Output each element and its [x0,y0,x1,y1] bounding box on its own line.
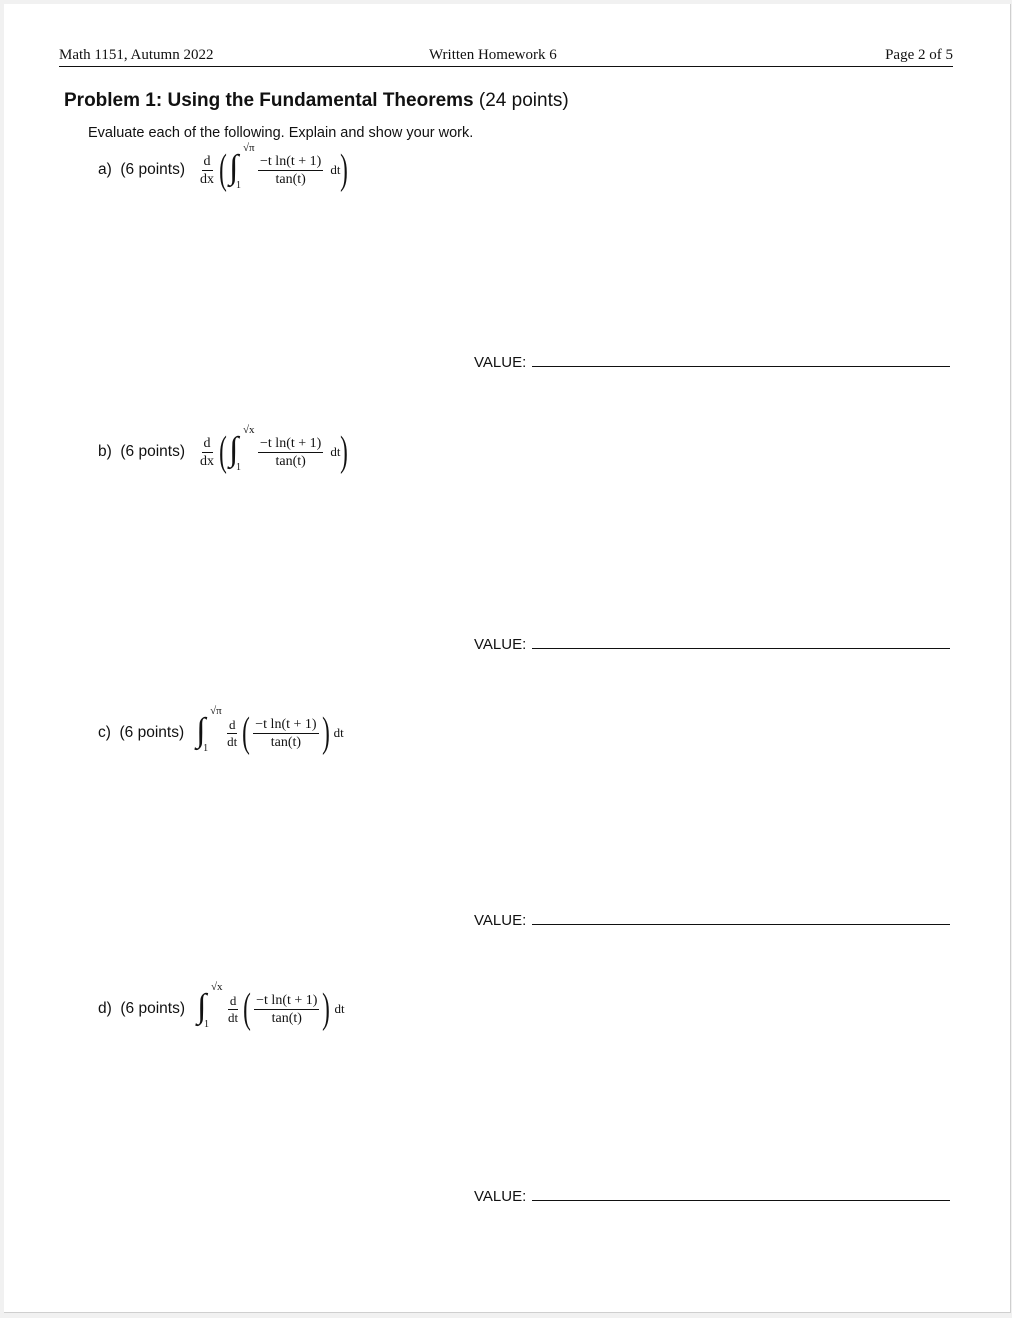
part-c [98,705,344,756]
integrand-num: −t ln(t + 1) [256,992,318,1008]
value-label: VALUE: [474,636,527,653]
upper-limit: √x [211,981,223,993]
header-page-number: Page 2 of 5 [885,47,953,63]
answer-field-a[interactable] [474,354,950,371]
problem-title-text: Problem 1: Using the Fundamental Theorems [64,90,474,111]
value-label: VALUE: [474,354,527,371]
integral-sign: ∫ √x 1 [229,424,255,473]
lower-limit: 1 [204,1019,210,1030]
differential: dt [333,725,344,740]
derivative-num: d [203,435,211,451]
differential: dt [330,162,341,177]
problem-title [64,90,569,112]
inner-derivative [225,718,239,749]
open-paren: ( [219,429,227,475]
document-page [4,4,1011,1313]
inner-derivative [226,994,240,1025]
integrand-num: −t ln(t + 1) [255,716,317,732]
integrand-num: −t ln(t + 1) [260,435,322,451]
expression [195,424,349,475]
integrand-den: tan(t) [275,453,306,469]
outer-derivative [198,154,216,187]
part-label: b) (6 points) [98,443,186,460]
integrand-den: tan(t) [275,171,306,187]
derivative-den: dt [228,1009,239,1025]
part-label: a) (6 points) [98,161,186,178]
header-course: Math 1151, Autumn 2022 [59,47,214,63]
derivative-den: dx [200,453,215,469]
open-paren: ( [242,710,251,756]
close-paren: ) [340,429,349,475]
integrand-num: −t ln(t + 1) [260,153,322,169]
derivative-den: dt [227,733,238,749]
integral-sign: ∫ √π 1 [229,142,255,191]
integrand [258,154,323,187]
value-label: VALUE: [474,1188,527,1205]
value-label: VALUE: [474,912,527,929]
part-b [98,424,349,475]
integrand [254,993,319,1026]
expression [195,981,345,1032]
lower-limit: 1 [236,462,242,473]
integrand [258,436,323,469]
integrand [253,717,318,750]
lower-limit: 1 [236,180,242,191]
part-label: d) (6 points) [98,1000,186,1017]
answer-line[interactable] [532,365,950,367]
integrand-den: tan(t) [271,1010,302,1026]
answer-field-c[interactable] [474,912,950,929]
derivative-num: d [229,992,237,1008]
open-paren: ( [243,986,251,1032]
part-a [98,142,349,193]
answer-field-d[interactable] [474,1188,950,1205]
integral-sign: ∫ √π 1 [196,705,222,754]
derivative-den: dx [200,171,215,187]
integrand-den: tan(t) [270,734,302,750]
lower-limit: 1 [203,743,209,754]
problem-points: (24 points) [478,90,569,111]
expression [195,142,349,193]
header-rule [59,66,953,67]
answer-line[interactable] [532,1199,950,1201]
outer-derivative [198,436,216,469]
upper-limit: √π [243,142,255,154]
header-assignment: Written Homework 6 [429,47,557,63]
part-label: c) (6 points) [98,724,185,741]
problem-instructions: Evaluate each of the following. Explain and show your work. [88,125,474,141]
upper-limit: √π [210,705,222,717]
differential: dt [334,1001,345,1016]
integral-sign: ∫ √x 1 [197,981,223,1030]
close-paren: ) [340,147,349,193]
answer-field-b[interactable] [474,636,950,653]
answer-line[interactable] [532,647,950,649]
derivative-num: d [203,153,211,169]
part-d [98,981,345,1032]
derivative-num: d [228,716,236,732]
answer-line[interactable] [532,923,950,925]
expression [194,705,344,756]
upper-limit: √x [243,424,255,436]
close-paren: ) [321,710,330,756]
close-paren: ) [322,986,331,1032]
differential: dt [330,444,341,459]
open-paren: ( [219,147,227,193]
